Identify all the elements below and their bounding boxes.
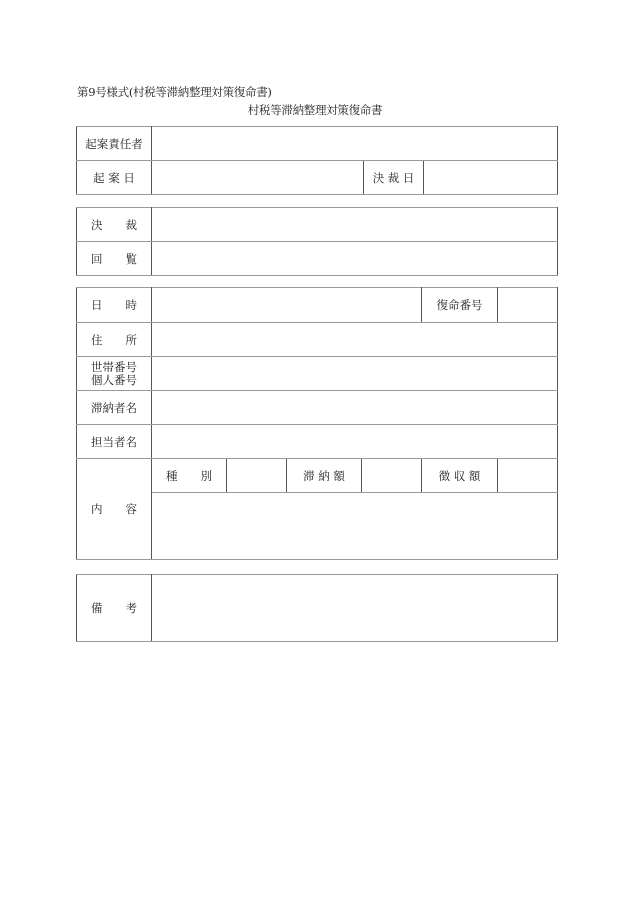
- remarks-table: [76, 574, 558, 642]
- content-field[interactable]: [152, 493, 558, 560]
- type-label: 種 別: [152, 459, 227, 493]
- staff-name-field[interactable]: [152, 425, 558, 459]
- address-label: 住 所: [77, 323, 152, 357]
- decision-field[interactable]: [152, 208, 558, 242]
- draft-date-label: 起 案 日: [77, 161, 152, 195]
- decision-table: [76, 207, 558, 276]
- household-personal-number-label: [77, 357, 152, 391]
- personal-number-label: 個人番号: [91, 372, 137, 387]
- report-number-field[interactable]: [498, 288, 558, 323]
- delinquent-name-label: 滞納者名: [77, 391, 152, 425]
- form-title: 村税等滞納整理対策復命書: [247, 103, 383, 117]
- draft-date-field[interactable]: [152, 161, 364, 195]
- household-number-label: 世帯番号: [91, 359, 137, 374]
- approval-request-table: [76, 126, 558, 195]
- decision-label: 決 裁: [77, 208, 152, 242]
- arrears-amount-label: 滞 納 額: [287, 459, 362, 493]
- staff-name-label: 担当者名: [77, 425, 152, 459]
- address-field[interactable]: [152, 323, 558, 357]
- report-table: [76, 287, 558, 560]
- collected-amount-field[interactable]: [498, 459, 558, 493]
- form-number: 第9号様式(村税等滞納整理対策復命書): [77, 85, 272, 99]
- datetime-field[interactable]: [152, 288, 422, 323]
- circulation-field[interactable]: [152, 242, 558, 276]
- decision-date-field[interactable]: [424, 161, 558, 195]
- datetime-label: 日 時: [77, 288, 152, 323]
- delinquent-name-field[interactable]: [152, 391, 558, 425]
- circulation-label: 回 覧: [77, 242, 152, 276]
- decision-date-label: 決 裁 日: [364, 161, 424, 195]
- content-label: 内 容: [77, 459, 152, 560]
- remarks-field[interactable]: [152, 575, 558, 642]
- arrears-amount-field[interactable]: [362, 459, 422, 493]
- household-personal-number-field[interactable]: [152, 357, 558, 391]
- type-field[interactable]: [227, 459, 287, 493]
- collected-amount-label: 徴 収 額: [422, 459, 498, 493]
- remarks-label: 備 考: [77, 575, 152, 642]
- responsible-person-label: 起案責任者: [77, 127, 152, 161]
- report-number-label: 復命番号: [422, 288, 498, 323]
- responsible-person-field[interactable]: [152, 127, 558, 161]
